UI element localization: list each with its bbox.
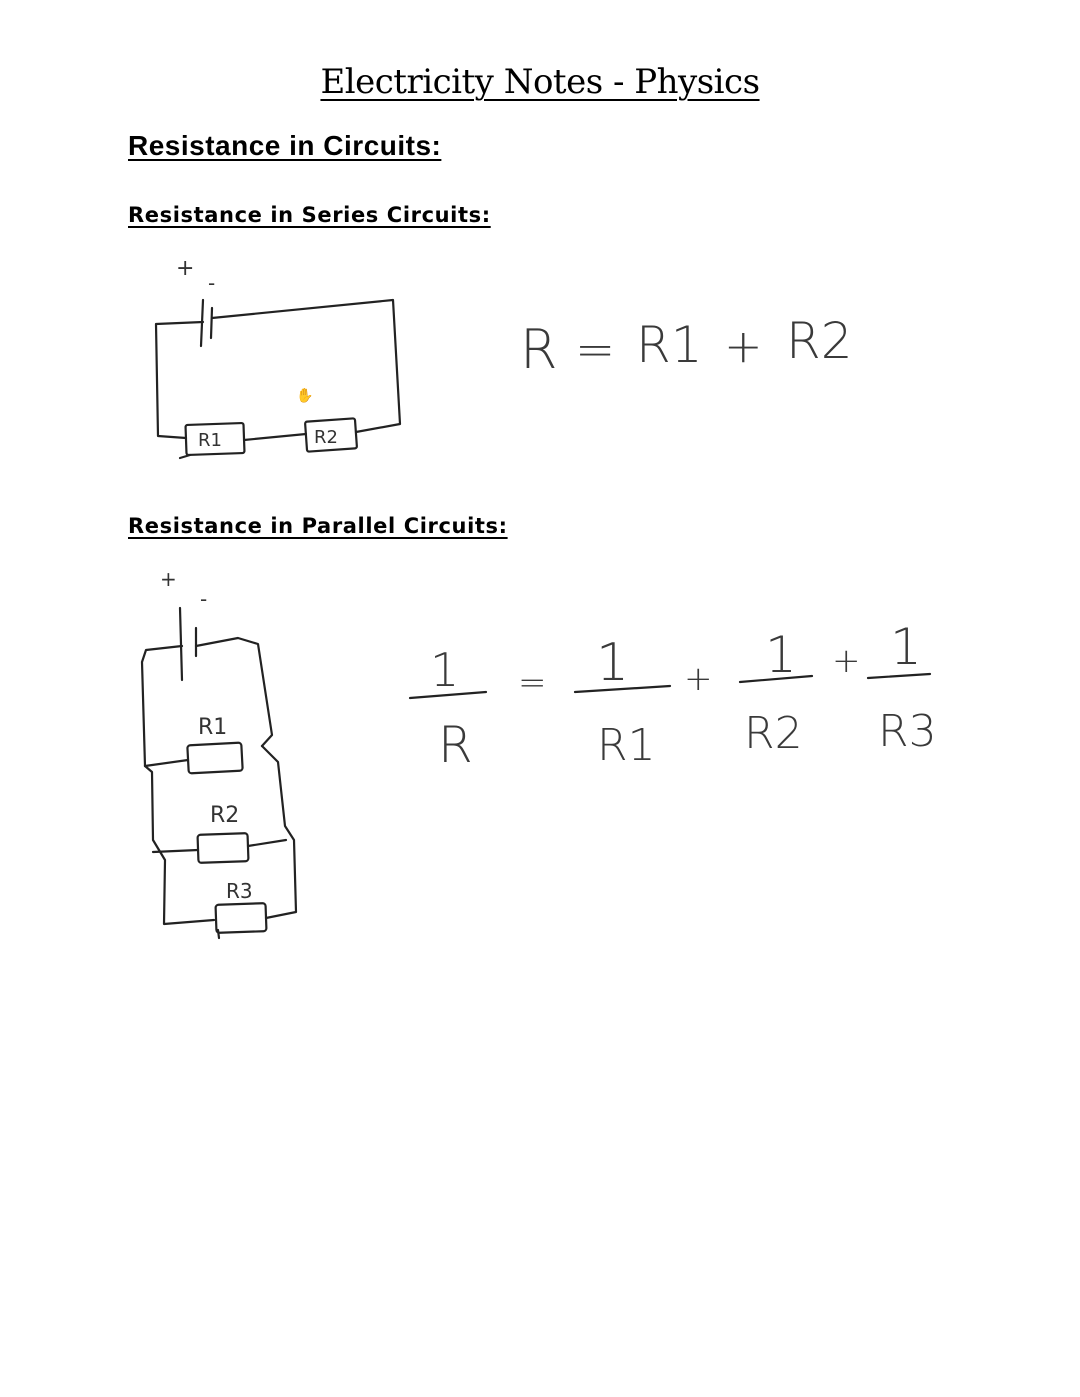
series-formula-plus: + [724,319,763,373]
series-battery-minus: - [208,271,216,295]
series-wire-middle [244,434,306,440]
parallel-formula [410,618,937,774]
series-wire-right [212,300,400,432]
formula-t1-numerator: 1 [596,633,630,693]
series-formula-term1: R1 [636,316,703,374]
parallel-resistor-r3 [216,903,267,933]
formula-plus-2: + [832,641,861,681]
parallel-r1-label: R1 [198,715,228,740]
formula-lhs-denominator: R [438,716,473,774]
series-battery-plus: + [176,256,195,281]
series-r1-label: R1 [198,430,222,451]
series-formula-lhs: R [520,318,558,381]
formula-t2-numerator: 1 [765,626,797,684]
formula-t2-denominator: R2 [744,708,803,759]
hand-cursor-icon: ✋ [296,388,314,404]
parallel-r2-label: R2 [210,803,240,828]
parallel-heading: Resistance in Parallel Circuits: [128,514,508,538]
series-formula-term2: R2 [786,312,853,370]
parallel-resistor-r2 [198,833,249,863]
branch1-left [145,760,188,766]
branch2-right [248,840,286,846]
parallel-circuit-diagram [142,567,296,938]
formula-plus-1: + [684,659,713,699]
page-title: Electricity Notes - Physics [320,62,760,102]
formula-equals: = [518,663,547,703]
formula-t1-denominator: R1 [597,720,656,771]
parallel-wire-right [262,746,296,918]
formula-t3-numerator: 1 [890,618,922,676]
formula-lhs-numerator: 1 [430,643,460,697]
parallel-wire-left-top [142,646,182,766]
parallel-battery-plus: + [160,567,177,591]
parallel-battery-minus: - [200,587,208,611]
parallel-wire-tail [218,930,219,938]
parallel-r3-label: R3 [226,879,253,903]
series-heading: Resistance in Series Circuits: [128,203,491,227]
battery-short-plate [211,308,212,338]
series-formula-eq: = [575,322,616,378]
parallel-resistor-r1 [187,743,242,774]
section-heading: Resistance in Circuits: [128,130,442,161]
series-wire-left [156,322,203,438]
parallel-wire-left [145,766,214,924]
formula-t3-denominator: R3 [878,706,937,757]
series-formula [520,312,853,381]
series-circuit-diagram [156,256,400,458]
series-r2-label: R2 [314,427,338,448]
parallel-battery-long-plate [180,608,182,680]
